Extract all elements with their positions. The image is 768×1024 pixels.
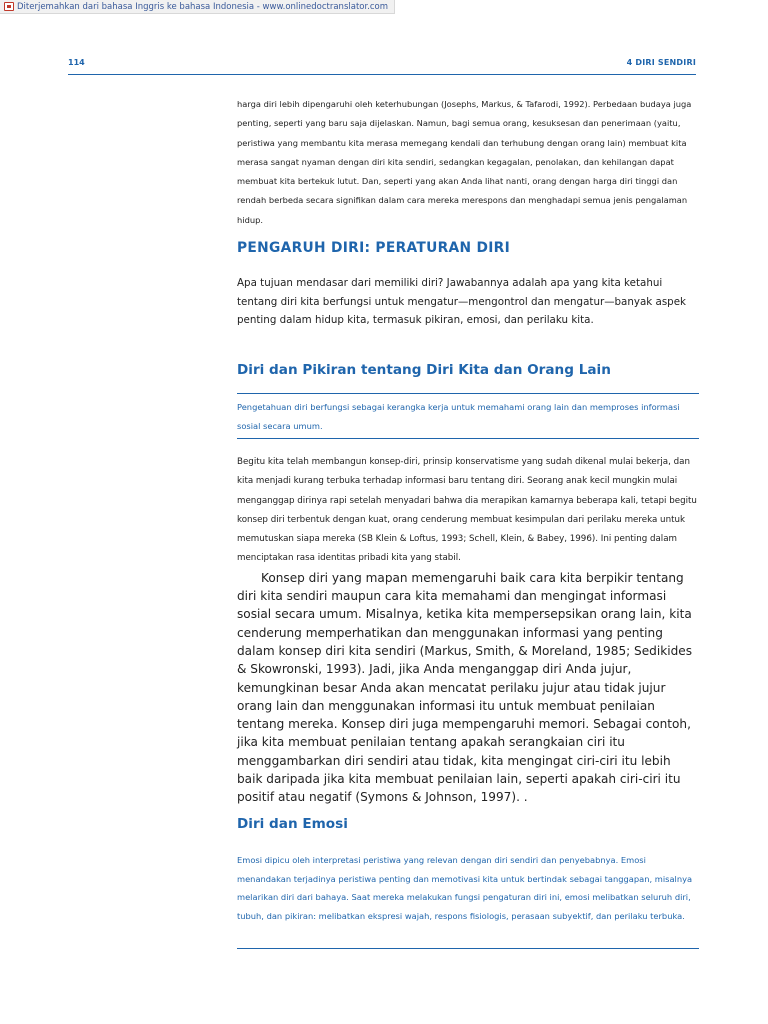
self-concept-paragraph: Begitu kita telah membangun konsep-diri, prinsip konservatisme yang sudah dikenal mulai bekerja, dan kita menjadi kurang terbuka terhadap informasi baru tentang diri. Seorang anak kecil mungkin mulai menganggap dirinya rapi setelah menyadari bahwa dia merapikan kamarnya beberapa kali, tetapi begitu konsep diri terbentuk dengan kuat, orang cenderung membuat kesimpulan dari perilaku mereka untuk memutuskan siapa mereka (SB Klein & Loftus, 1993; Schell, Klein, & Babey, 1996). Ini penting dalam menciptakan rasa identitas pribadi kita yang stabil. [237, 457, 697, 564]
summary-box-self-and-thought [237, 393, 699, 439]
self-and-thought-section [237, 453, 699, 807]
subheading-self-and-emotion: Diri dan Emosi [237, 816, 348, 832]
memory-paragraph: Konsep diri yang mapan memengaruhi baik cara kita berpikir tentang diri kita sendiri maupun cara kita memahami dan mengingat informasi sosial secara umum. Misalnya, ketika kita mempersepsikan orang lain, kita cenderung memperhatikan dan menggunakan informasi yang penting dalam konsep diri kita sendiri (Markus, Smith, & Moreland, 1985; Sedikides & Skowronski, 1993). Jadi, jika Anda menganggap diri Anda jujur, kemungkinan besar Anda akan mencatat perilaku jujur atau tidak jujur orang lain dan menggunakan informasi itu untuk membuat penilaian tentang mereka. Konsep diri juga mempengaruhi memori. Sebagai contoh, jika kita membuat penilaian tentang apakah serangkaian ciri itu menggambarkan diri sendiri atau tidak, kita mengingat ciri-ciri itu lebih baik daripada jika kita membuat penilaian lain, seperti apakah ciri-ciri itu positif atau negatif (Symons & Johnson, 1997). . [237, 570, 692, 805]
intro-section [237, 95, 699, 230]
intro-paragraph: harga diri lebih dipengaruhi oleh keterhubungan (Josephs, Markus, & Tafarodi, 1992). Perbedaan budaya juga penting, seperti yang baru saja dijelaskan. Namun, bagi semua orang, kesuksesan dan penerimaan (yaitu, peristiwa yang membantu kita merasa memegang kendali dan terhubung dengan orang lain) membuat kita merasa sangat nyaman dengan diri kita sendiri, sedangkan kegagalan, penolakan, dan kehilangan dapat membuat kita bertekuk lutut. Dan, seperti yang akan Anda lihat nanti, orang dengan harga diri tinggi dan rendah berbeda secara signifikan dalam cara mereka merespons dan menghadapi semua jenis pengalaman hidup. [237, 99, 692, 225]
translator-banner[interactable] [0, 0, 395, 14]
subheading-self-and-thought: Diri dan Pikiran tentang Diri Kita dan Orang Lain [237, 362, 611, 378]
section-heading-self-regulation: PENGARUH DIRI: PERATURAN DIRI [237, 240, 511, 256]
self-regulation-section [237, 274, 699, 330]
summary-text-self-and-emotion: Emosi dipicu oleh interpretasi peristiwa yang relevan dengan diri sendiri dan penyebabnya. Emosi menandakan terjadinya peristiwa penting dan memotivasi kita untuk bertindak sebagai tanggapan, misalnya melarikan diri dari bahaya. Saat mereka melakukan fungsi pengaturan diri ini, emosi melibatkan seluruh diri, tubuh, dan pikiran: melibatkan ekspresi wajah, respons fisiologis, perasaan subyektif, dan perilaku terbuka. [237, 855, 693, 921]
pdf-translate-icon [4, 2, 14, 11]
summary-text-self-and-thought: Pengetahuan diri berfungsi sebagai kerangka kerja untuk memahami orang lain dan memproses informasi sosial secara umum. [237, 402, 680, 431]
self-regulation-paragraph: Apa tujuan mendasar dari memiliki diri? Jawabannya adalah apa yang kita ketahui tentang diri kita berfungsi untuk mengatur—mengontrol dan mengatur—banyak aspek penting dalam hidup kita, termasuk pikiran, emosi, dan perilaku kita. [237, 277, 687, 327]
translator-banner-text[interactable]: Diterjemahkan dari bahasa Inggris ke bahasa Indonesia - www.onlinedoctranslator.com [17, 1, 389, 12]
chapter-title: 4 DIRI SENDIRI [626, 58, 696, 67]
page-number: 114 [68, 58, 85, 67]
summary-box-self-and-emotion [237, 849, 699, 949]
running-header [68, 58, 696, 75]
